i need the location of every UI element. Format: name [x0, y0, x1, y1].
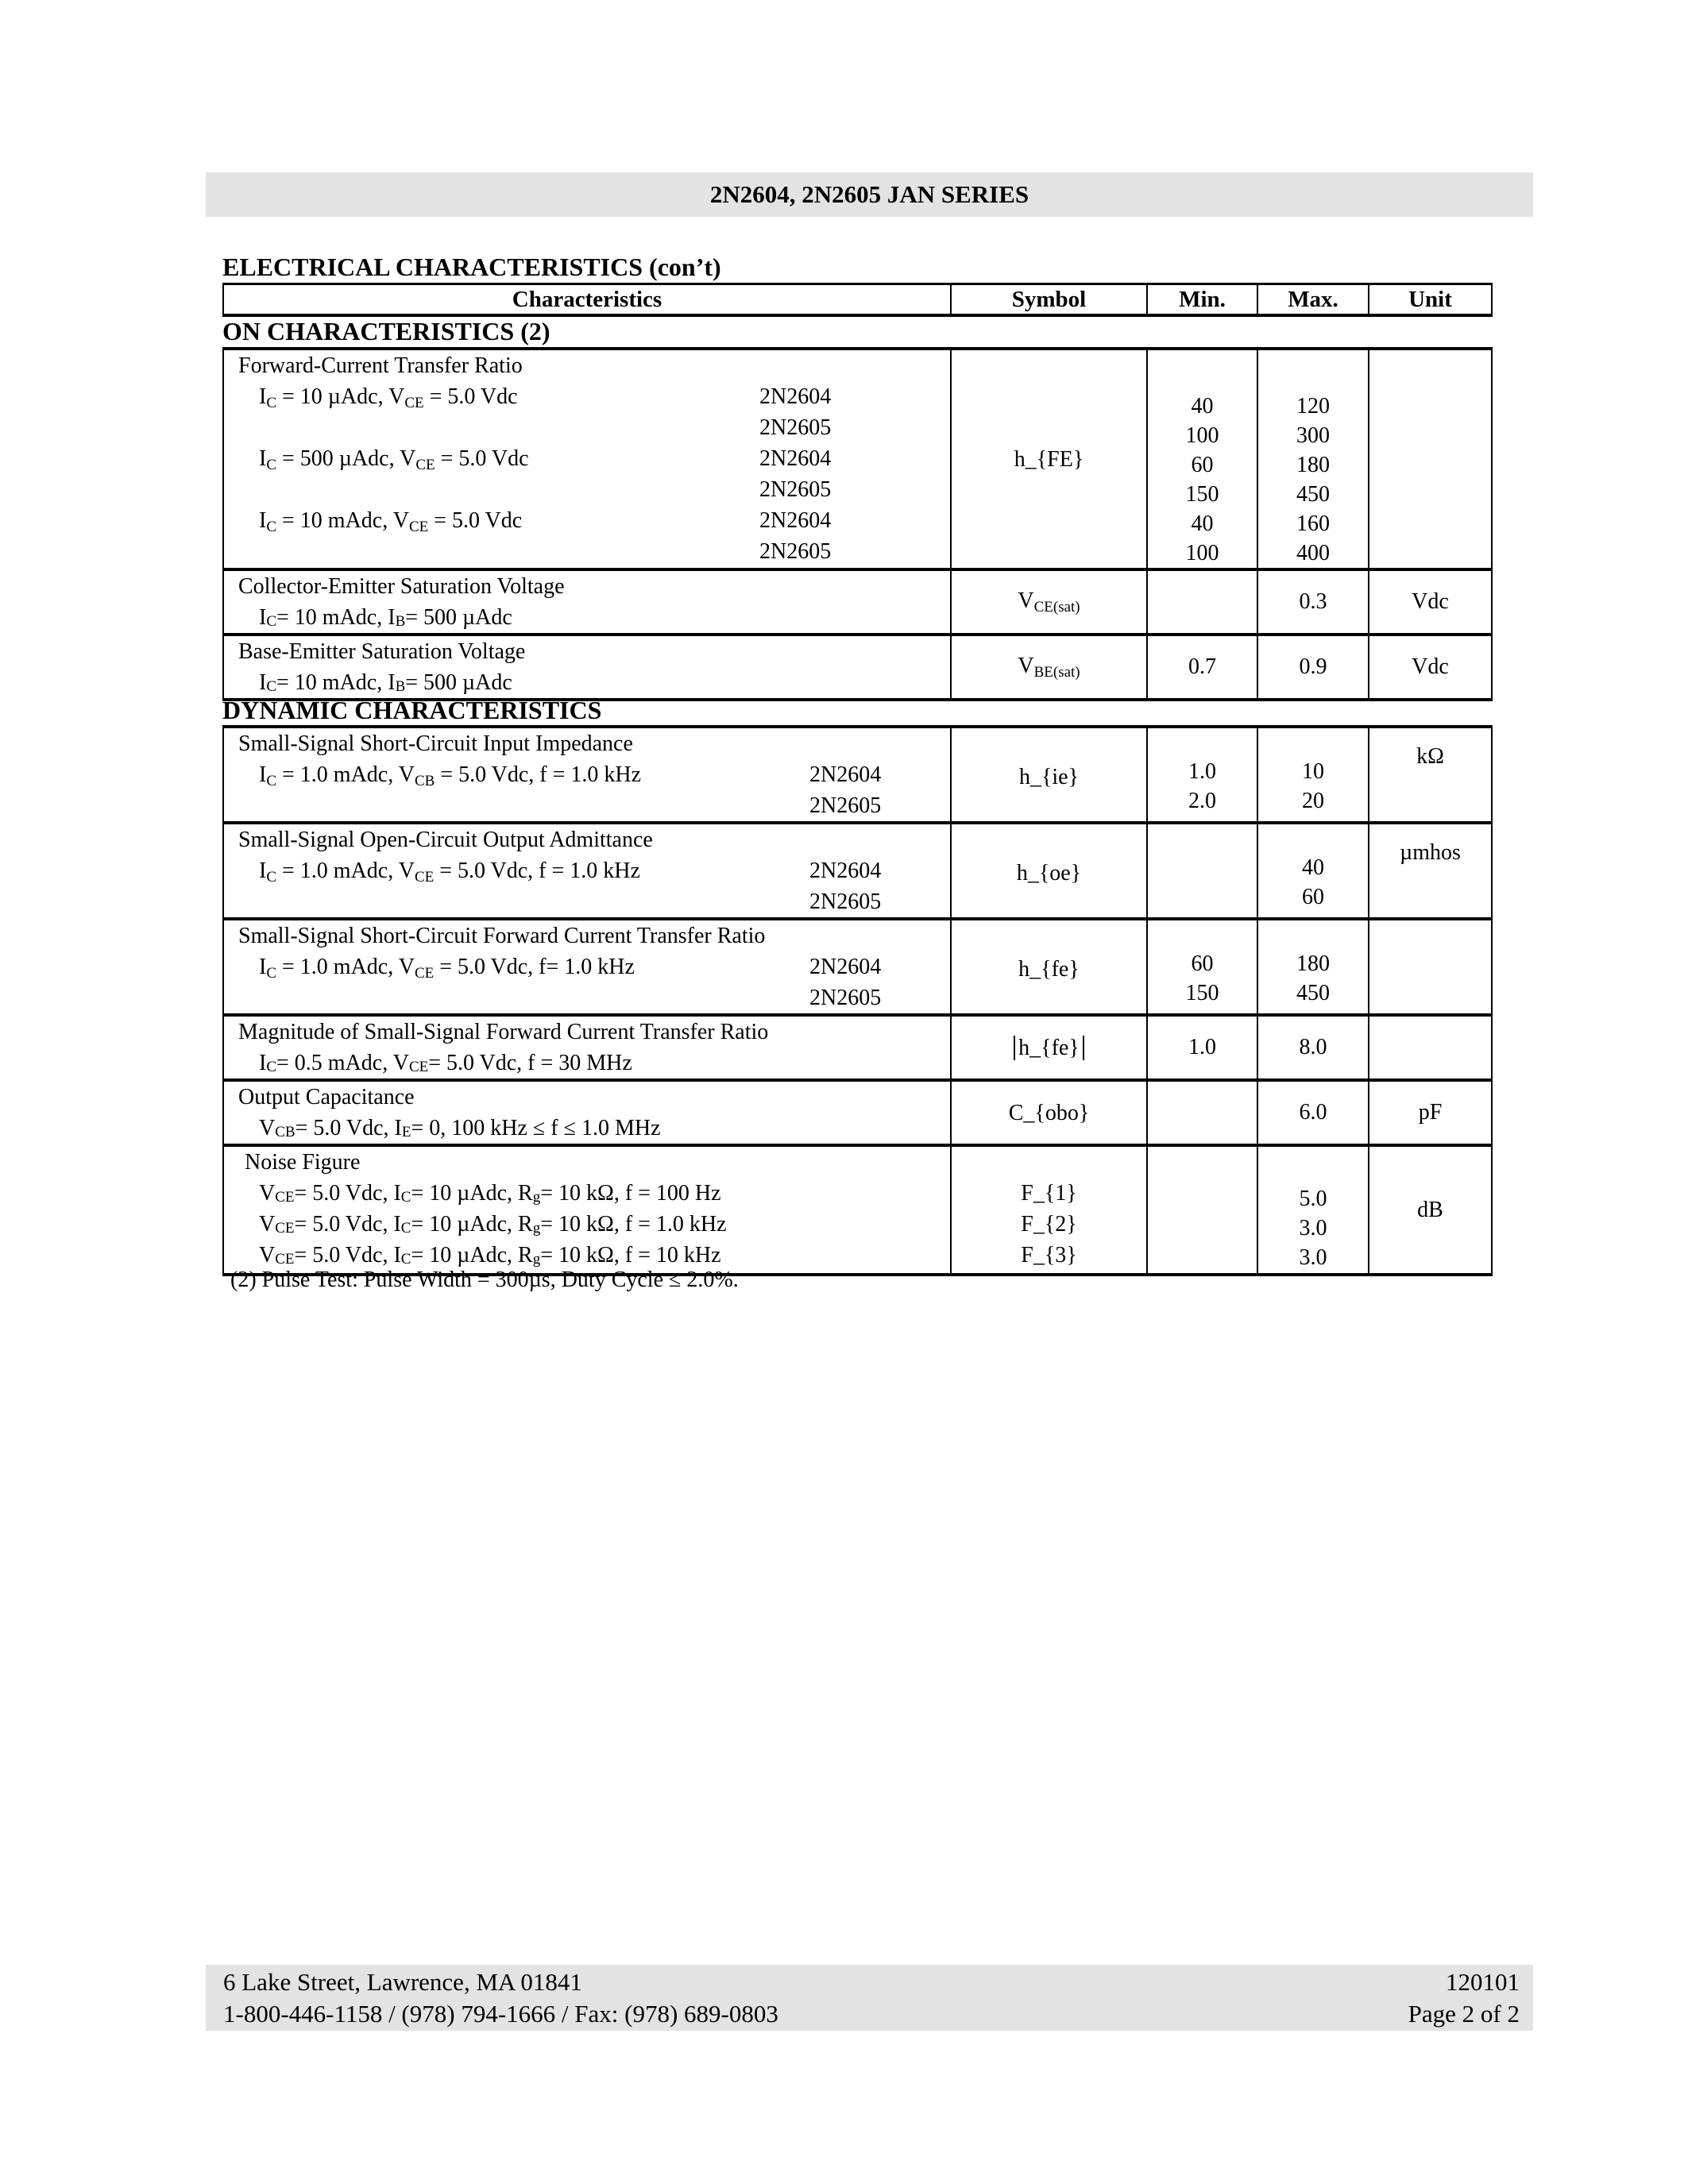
- max-cell: [1257, 349, 1369, 569]
- max-value: 0.9: [1257, 635, 1369, 700]
- text-run: V: [259, 1243, 276, 1268]
- text-run: = 10 µAdc, R: [411, 1212, 533, 1237]
- unit-value: dB: [1369, 1145, 1492, 1275]
- min-value: 150: [1185, 981, 1219, 1005]
- max-value: 400: [1296, 541, 1330, 565]
- magnitude-symbol: h_{fe}: [1014, 1036, 1084, 1060]
- max-value: 8.0: [1257, 1015, 1369, 1080]
- text-run: = 5.0 Vdc, I: [294, 1181, 401, 1206]
- subscript: C: [266, 869, 277, 886]
- subscript: C: [266, 1059, 277, 1075]
- min-value: 60: [1191, 951, 1214, 976]
- subscript: CE: [408, 519, 429, 535]
- on-characteristics-table: [222, 347, 1493, 701]
- subscript: C: [400, 1189, 411, 1206]
- symbol-cell: [951, 919, 1147, 1015]
- col-characteristics: Characteristics: [223, 284, 951, 316]
- test-condition: [259, 759, 809, 790]
- characteristic-title: Small-Signal Short-Circuit Forward Current Transfer Ratio: [238, 924, 766, 948]
- text-run: V: [259, 1116, 276, 1140]
- subscript: CE: [415, 457, 435, 473]
- text-run: = 5.0 Vdc, f = 1.0 kHz: [435, 762, 642, 787]
- symbol: F_{3}: [1021, 1243, 1077, 1268]
- min-value: 0.7: [1147, 635, 1257, 700]
- text-run: = 0, 100 kHz ≤ f ≤ 1.0 MHz: [411, 1116, 661, 1140]
- test-condition: [259, 381, 759, 412]
- test-condition: [224, 1209, 950, 1240]
- subscript: C: [400, 1251, 411, 1268]
- symbol: h_{fe}: [1018, 957, 1080, 982]
- text-run: = 500 µAdc: [405, 670, 512, 695]
- dynamic-characteristics-table: [222, 725, 1493, 1276]
- unit-value: Vdc: [1369, 635, 1492, 700]
- text-run: = 10 kΩ, f = 10 kHz: [540, 1243, 721, 1268]
- device: 2N2605: [759, 539, 832, 564]
- characteristic-title: Collector-Emitter Saturation Voltage: [238, 574, 565, 599]
- table-row: [223, 919, 1492, 1015]
- subscript: CB: [275, 1124, 295, 1140]
- footer-page-number: Page 2 of 2: [1408, 2000, 1520, 2028]
- text-run: = 5.0 Vdc, I: [294, 1212, 401, 1237]
- device: 2N2605: [809, 986, 882, 1010]
- symbol-cell: [951, 569, 1147, 635]
- subscript: E: [401, 1124, 411, 1140]
- section-title: ELECTRICAL CHARACTERISTICS (con’t): [222, 253, 721, 281]
- text-run: = 10 mAdc, I: [276, 605, 396, 630]
- test-condition: [224, 1048, 950, 1078]
- symbol: F_{2}: [1021, 1212, 1077, 1237]
- device: 2N2604: [809, 762, 882, 787]
- symbol-cell: [951, 349, 1147, 569]
- on-characteristics-heading: ON CHARACTERISTICS (2): [222, 317, 550, 345]
- text-run: = 5.0 Vdc: [423, 384, 518, 409]
- footer-phone: 1-800-446-1158 / (978) 794-1666 / Fax: (978) 689-0803: [223, 2000, 778, 2028]
- subscript: BE(sat): [1033, 664, 1080, 681]
- text-run: I: [259, 670, 267, 695]
- symbol: F_{1}: [1021, 1181, 1077, 1206]
- test-condition: [259, 443, 759, 474]
- min-value: 40: [1191, 511, 1214, 536]
- test-condition: [259, 855, 809, 886]
- max-value: 450: [1296, 981, 1330, 1005]
- col-unit: Unit: [1369, 284, 1492, 316]
- max-value: 0.3: [1257, 569, 1369, 635]
- min-value: 60: [1191, 453, 1214, 477]
- test-condition: [224, 602, 950, 633]
- max-value: 3.0: [1299, 1216, 1327, 1241]
- subscript: CE(sat): [1033, 599, 1080, 615]
- subscript: CB: [414, 773, 435, 789]
- symbol-cell: [951, 727, 1147, 823]
- min-value: 100: [1185, 423, 1219, 448]
- subscript: C: [266, 678, 277, 695]
- characteristic-title: Output Capacitance: [238, 1085, 415, 1109]
- device: 2N2605: [809, 889, 882, 914]
- min-value: 1.0: [1147, 1015, 1257, 1080]
- characteristic-cell: [223, 349, 951, 569]
- text-run: I: [259, 859, 267, 883]
- max-value: 3.0: [1299, 1245, 1327, 1270]
- characteristic-title: Magnitude of Small-Signal Forward Current Transfer Ratio: [238, 1020, 769, 1044]
- table-row: [223, 635, 1492, 700]
- max-value: 40: [1302, 855, 1324, 880]
- device: 2N2605: [809, 793, 882, 818]
- unit-value: kΩ: [1369, 727, 1492, 823]
- text-run: I: [259, 955, 267, 979]
- device: 2N2604: [809, 859, 882, 883]
- footer-address: 6 Lake Street, Lawrence, MA 01841: [223, 1968, 582, 1996]
- subscript: B: [395, 613, 406, 630]
- unit-value: pF: [1369, 1080, 1492, 1145]
- max-value: 180: [1296, 453, 1330, 477]
- max-value: 5.0: [1299, 1187, 1327, 1211]
- text-run: = 10 µAdc, R: [411, 1181, 533, 1206]
- subscript: CE: [414, 869, 435, 886]
- symbol: h_{ie}: [1018, 765, 1080, 789]
- symbol-cell: [951, 823, 1147, 919]
- symbol: h_{FE}: [1014, 446, 1084, 472]
- test-condition: [224, 667, 950, 698]
- max-value: 10: [1302, 759, 1324, 784]
- subscript: CE: [404, 395, 424, 411]
- unit-value: µmhos: [1369, 823, 1492, 919]
- subscript: C: [266, 965, 277, 982]
- text-run: I: [259, 508, 267, 533]
- device: 2N2605: [759, 415, 832, 440]
- subscript: C: [400, 1220, 411, 1237]
- symbol-cell: [951, 1080, 1147, 1145]
- device: 2N2604: [809, 955, 882, 979]
- subscript: CE: [275, 1220, 295, 1237]
- symbol: h_{oe}: [1016, 861, 1082, 886]
- col-max: Max.: [1257, 284, 1369, 316]
- text-run: = 10 mAdc, V: [276, 508, 409, 533]
- test-condition: [259, 505, 759, 536]
- min-value: 2.0: [1188, 789, 1216, 813]
- characteristic-title: Base-Emitter Saturation Voltage: [238, 639, 526, 664]
- text-run: = 1.0 mAdc, V: [276, 955, 415, 979]
- subscript: g: [532, 1189, 541, 1206]
- table-row: [223, 1145, 1492, 1275]
- footnote: (2) Pulse Test: Pulse Width = 300µs, Duty Cycle ≤ 2.0%.: [230, 1268, 739, 1292]
- min-cell: [1147, 349, 1257, 569]
- characteristic-title: Noise Figure: [245, 1150, 361, 1175]
- subscript: g: [532, 1251, 541, 1268]
- device: 2N2604: [759, 508, 832, 533]
- subscript: C: [266, 395, 277, 411]
- symbol-cell: [951, 1015, 1147, 1080]
- text-run: = 10 mAdc, I: [276, 670, 396, 695]
- symbol: [1018, 654, 1080, 681]
- text-run: = 5.0 Vdc, I: [294, 1243, 401, 1268]
- text-run: = 5.0 Vdc, f = 30 MHz: [428, 1051, 632, 1075]
- subscript: C: [266, 457, 277, 473]
- max-value: 300: [1296, 423, 1330, 448]
- test-condition: [224, 1178, 950, 1209]
- text-run: V: [1018, 654, 1034, 678]
- symbol-cell: [951, 1145, 1147, 1275]
- subscript: C: [266, 613, 277, 630]
- test-condition: [259, 951, 809, 982]
- text-run: = 10 µAdc, R: [411, 1243, 533, 1268]
- table-row: [223, 569, 1492, 635]
- column-header-table: [222, 283, 1493, 317]
- max-value: 120: [1296, 394, 1330, 419]
- max-value: 20: [1302, 789, 1324, 813]
- text-run: = 500 µAdc, V: [276, 446, 416, 471]
- text-run: = 5.0 Vdc, f = 1.0 kHz: [434, 859, 640, 883]
- min-value: 100: [1185, 541, 1219, 565]
- device: 2N2605: [759, 477, 832, 502]
- max-value: 160: [1296, 511, 1330, 536]
- col-min: Min.: [1147, 284, 1257, 316]
- page-header: [206, 172, 1533, 217]
- max-value: 450: [1296, 482, 1330, 507]
- device: 2N2604: [759, 446, 832, 471]
- unit-cell: [1369, 349, 1492, 569]
- text-run: I: [259, 446, 267, 471]
- text-run: = 1.0 mAdc, V: [276, 762, 415, 787]
- footer-doc-number: 120101: [1446, 1968, 1520, 1996]
- subscript: C: [266, 519, 277, 535]
- min-value: 150: [1185, 482, 1219, 507]
- subscript: CE: [414, 965, 435, 982]
- subscript: CE: [408, 1059, 429, 1075]
- table-row: [223, 1080, 1492, 1145]
- text-run: = 5.0 Vdc, f= 1.0 kHz: [434, 955, 635, 979]
- text-run: = 1.0 mAdc, V: [276, 859, 415, 883]
- device: 2N2604: [759, 384, 832, 409]
- subscript: g: [532, 1220, 541, 1237]
- symbol: C_{obo}: [1008, 1100, 1090, 1125]
- symbol: [1018, 588, 1080, 613]
- text-run: V: [259, 1181, 276, 1206]
- characteristic-title: Small-Signal Open-Circuit Output Admittance: [238, 828, 653, 852]
- text-run: I: [259, 1051, 267, 1075]
- page-footer: [206, 1965, 1533, 2031]
- symbol-cell: [951, 635, 1147, 700]
- text-run: = 10 kΩ, f = 100 Hz: [540, 1181, 721, 1206]
- table-row: [223, 823, 1492, 919]
- text-run: = 500 µAdc: [405, 605, 512, 630]
- subscript: CE: [275, 1251, 295, 1268]
- col-symbol: Symbol: [951, 284, 1147, 316]
- characteristic-title: Small-Signal Short-Circuit Input Impedance: [238, 731, 633, 756]
- text-run: I: [259, 384, 267, 409]
- table-row: [223, 349, 1492, 569]
- max-value: 6.0: [1257, 1080, 1369, 1145]
- text-run: I: [259, 605, 267, 630]
- min-value: 40: [1191, 394, 1214, 419]
- table-row: [223, 1015, 1492, 1080]
- min-value: 1.0: [1188, 759, 1216, 784]
- test-condition: [224, 1113, 950, 1144]
- text-run: V: [1018, 588, 1034, 613]
- subscript: C: [266, 773, 277, 789]
- text-run: = 10 µAdc, V: [276, 384, 405, 409]
- text-run: = 10 kΩ, f = 1.0 kHz: [540, 1212, 727, 1237]
- text-run: = 5.0 Vdc, I: [295, 1116, 402, 1140]
- text-run: = 0.5 mAdc, V: [276, 1051, 409, 1075]
- text-run: I: [259, 762, 267, 787]
- max-value: 60: [1302, 885, 1324, 909]
- min-value: [1147, 569, 1257, 635]
- characteristic-title: Forward-Current Transfer Ratio: [238, 353, 523, 378]
- subscript: B: [395, 678, 406, 695]
- max-value: 180: [1296, 951, 1330, 976]
- unit-value: Vdc: [1369, 569, 1492, 635]
- text-run: V: [259, 1212, 276, 1237]
- text-run: = 5.0 Vdc: [435, 446, 529, 471]
- subscript: CE: [275, 1189, 295, 1206]
- document-title: 2N2604, 2N2605 JAN SERIES: [709, 180, 1029, 208]
- text-run: = 5.0 Vdc: [428, 508, 523, 533]
- dynamic-characteristics-heading: DYNAMIC CHARACTERISTICS: [222, 696, 602, 724]
- table-row: [223, 727, 1492, 823]
